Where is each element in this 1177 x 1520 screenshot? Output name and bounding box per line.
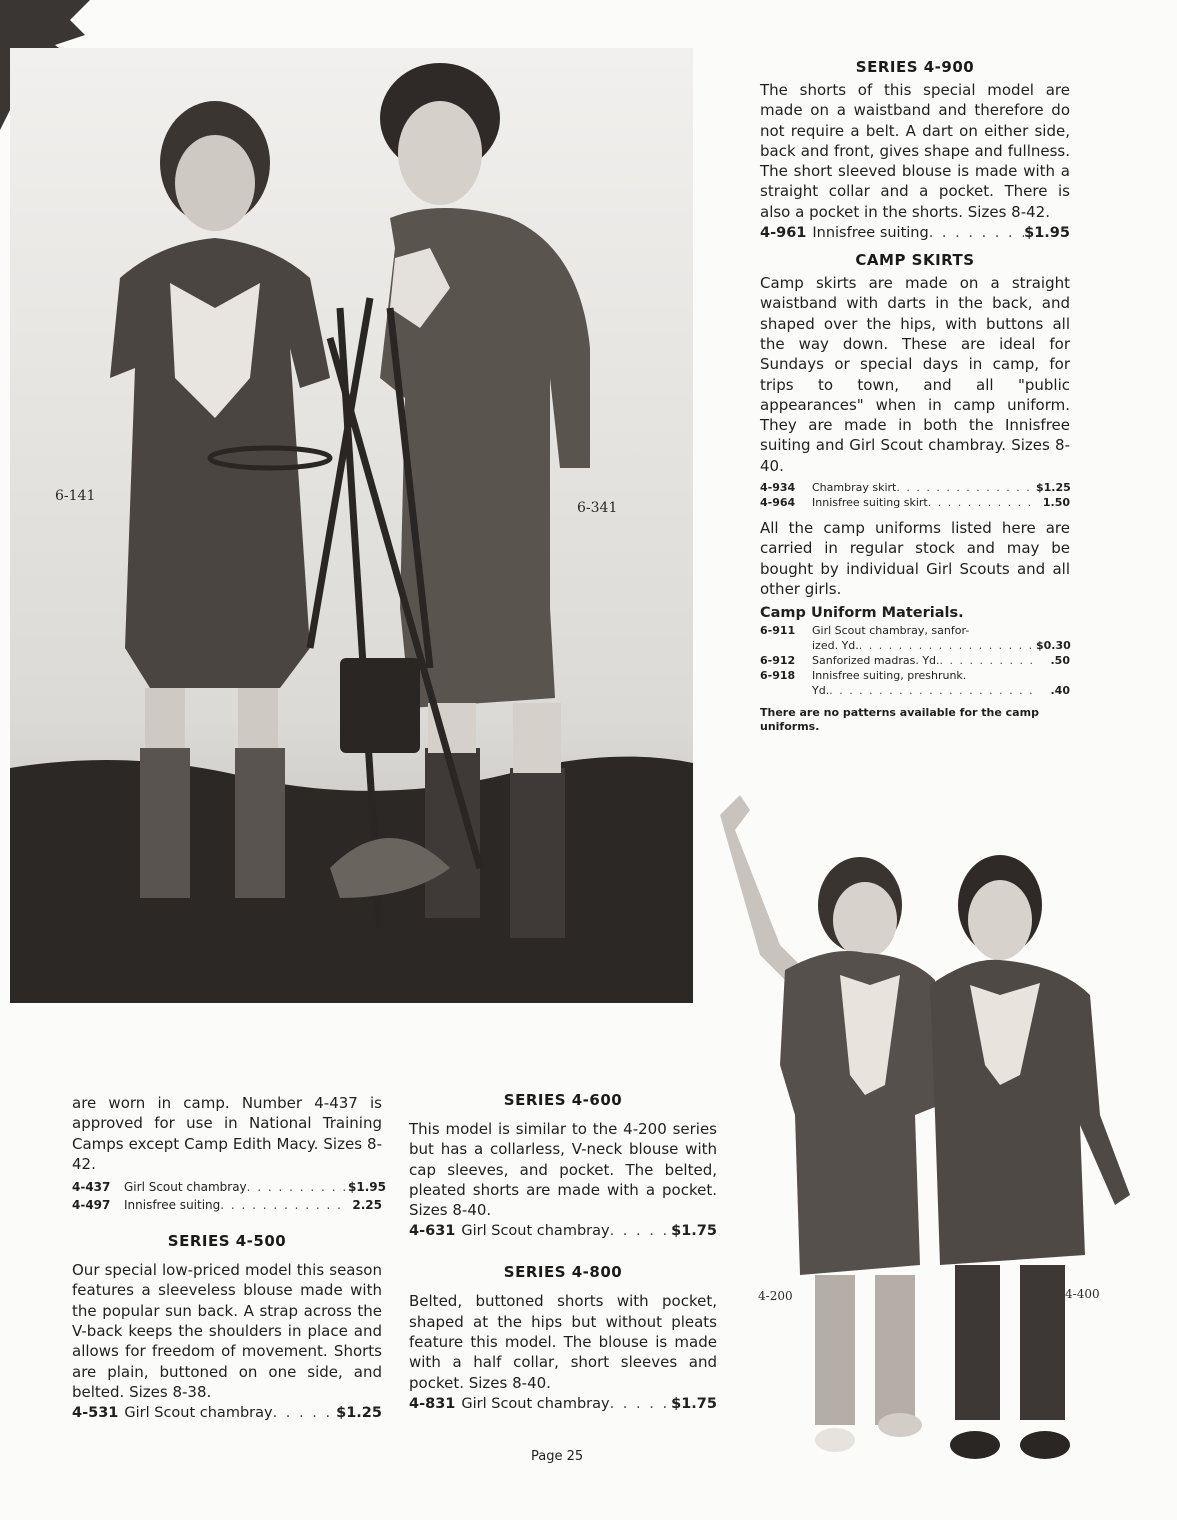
series-4-500-body: Our special low-priced model this season features a sleeveless blouse made with the popular sun back. A strap across the V-back keeps the shoulders in place and allows for freedom of movement. Shorts are plain, buttoned on one side, and belted. Sizes 8-38.	[72, 1261, 382, 1401]
item-desc: Girl Scout chambray	[124, 1405, 273, 1422]
item-code: 4-961	[760, 225, 807, 242]
item-price: $1.25	[336, 1405, 382, 1422]
stock-note: All the camp uniforms listed here are carried in regular stock and may be bought by individual Girl Scouts and all other girls.	[760, 519, 1070, 598]
materials-heading: Camp Uniform Materials.	[760, 605, 964, 622]
item-4-531	[72, 1403, 382, 1423]
leader-dots	[610, 1221, 672, 1241]
campfire-photo	[10, 48, 693, 1003]
leader-dots	[896, 480, 1036, 495]
item-desc: Sanforized madras. Yd.	[812, 654, 940, 668]
item-code: 4-437	[72, 1180, 111, 1195]
photo-label-right: 6-341	[577, 500, 618, 516]
leader-dots	[929, 223, 1024, 243]
item-price: $1.25	[1036, 481, 1071, 495]
item-code: 6-911	[760, 624, 796, 638]
item-price: $1.75	[671, 1395, 717, 1412]
leader-dots	[247, 1178, 348, 1196]
photo-label-bottom-right: 4-400	[1065, 1287, 1100, 1301]
leader-dots	[273, 1403, 337, 1423]
item-price: 2.25	[352, 1198, 382, 1213]
item-price: $1.95	[348, 1180, 386, 1195]
series-4-800-body: Belted, buttoned shorts with pocket, shaped at the hips but without pleats feature this model. The blouse is made with a half collar, short sleeves and pocket. Sizes 8-40.	[409, 1292, 717, 1392]
right-column	[760, 58, 1070, 734]
item-desc: Girl Scout chambray	[461, 1395, 610, 1412]
item-price	[1036, 623, 1070, 638]
photo-label-bottom-left: 4-200	[758, 1289, 793, 1303]
series-4-900-heading: SERIES 4-900	[855, 58, 975, 76]
item-desc: Innisfree suiting, preshrunk.	[812, 669, 967, 683]
item-code: 4-964	[760, 496, 796, 510]
leader-dots	[829, 683, 1036, 698]
item-code: 6-918	[760, 669, 796, 683]
item-code: 4-631	[409, 1223, 456, 1240]
leader-dots	[928, 495, 1036, 510]
item-price: 1.50	[1042, 496, 1070, 510]
bottom-middle-column	[409, 1091, 717, 1414]
item-price: $1.95	[1024, 225, 1070, 242]
item-code: 6-912	[760, 654, 796, 668]
item-price	[1036, 668, 1070, 683]
item-code: 4-831	[409, 1395, 456, 1412]
item-desc: Innisfree suiting	[124, 1198, 221, 1213]
item-code: 4-934	[760, 481, 796, 495]
item-price: $0.30	[1036, 639, 1071, 653]
item-desc: Innisfree suiting	[812, 225, 929, 242]
item-4-631	[409, 1221, 717, 1241]
material-line	[760, 623, 1070, 638]
item-desc: Chambray skirt	[812, 481, 897, 495]
leader-dots	[610, 1394, 672, 1414]
item-desc: ized. Yd.	[812, 639, 859, 653]
patterns-note: There are no patterns available for the camp uniforms.	[760, 706, 1039, 734]
item-desc: Girl Scout chambray	[124, 1180, 247, 1195]
item-4-964	[760, 495, 1070, 510]
series-4-400-cont-body: are worn in camp. Number 4-437 is approved for use in National Training Camps except Camp Edith Macy. Sizes 8-42.	[72, 1094, 382, 1173]
item-desc: Girl Scout chambray	[461, 1223, 610, 1240]
series-4-800-heading: SERIES 4-800	[503, 1263, 623, 1282]
camp-skirts-body: Camp skirts are made on a straight waistband with darts in the back, and shaped over the hips, with buttons all the way down. These are ideal for Sundays or special days in camp, for trips to town, and all "public appearances" when in camp uniform. They are made in both the Innisfree suiting and Girl Scout chambray. Sizes 8-40.	[760, 274, 1070, 475]
material-line	[760, 683, 1070, 698]
series-4-500-heading: SERIES 4-500	[167, 1232, 287, 1251]
series-4-900-body: The shorts of this special model are made on a waistband and therefore do not require a belt. A dart on either side, back and front, gives shape and fullness. The short sleeved blouse is made with a straight collar and a pocket. There is also a pocket in the shorts. Sizes 8-42.	[760, 81, 1070, 221]
leader-dots	[859, 638, 1036, 653]
item-4-961	[760, 223, 1070, 243]
item-desc: Yd.	[812, 684, 830, 698]
leader-dots	[220, 1196, 348, 1214]
page-number: Page 25	[531, 1449, 584, 1464]
item-code: 4-497	[72, 1198, 111, 1213]
item-desc: Innisfree suiting skirt	[812, 496, 928, 510]
item-price: .40	[1050, 684, 1070, 698]
item-4-497	[72, 1196, 382, 1214]
photo-label-left: 6-141	[55, 488, 96, 504]
bottom-left-column	[72, 1093, 386, 1423]
material-line	[760, 668, 1070, 683]
camp-skirts-heading: CAMP SKIRTS	[855, 251, 975, 270]
series-4-600-heading: SERIES 4-600	[503, 1091, 623, 1109]
material-line	[760, 653, 1070, 668]
item-price: $1.75	[671, 1223, 717, 1240]
item-price: .50	[1050, 654, 1070, 668]
waving-girls-photo	[700, 785, 1140, 1495]
item-4-934	[760, 480, 1070, 495]
item-code: 4-531	[72, 1405, 119, 1422]
item-4-831	[409, 1394, 717, 1414]
item-4-437	[72, 1178, 386, 1196]
item-desc: Girl Scout chambray, sanfor-	[812, 624, 970, 638]
leader-dots	[940, 653, 1036, 668]
series-4-600-body: This model is similar to the 4-200 series but has a collarless, V-neck blouse with cap sleeves, and pocket. The belted, pleated shorts are made with a pocket. Sizes 8-40.	[409, 1120, 717, 1220]
material-line	[760, 638, 1070, 653]
